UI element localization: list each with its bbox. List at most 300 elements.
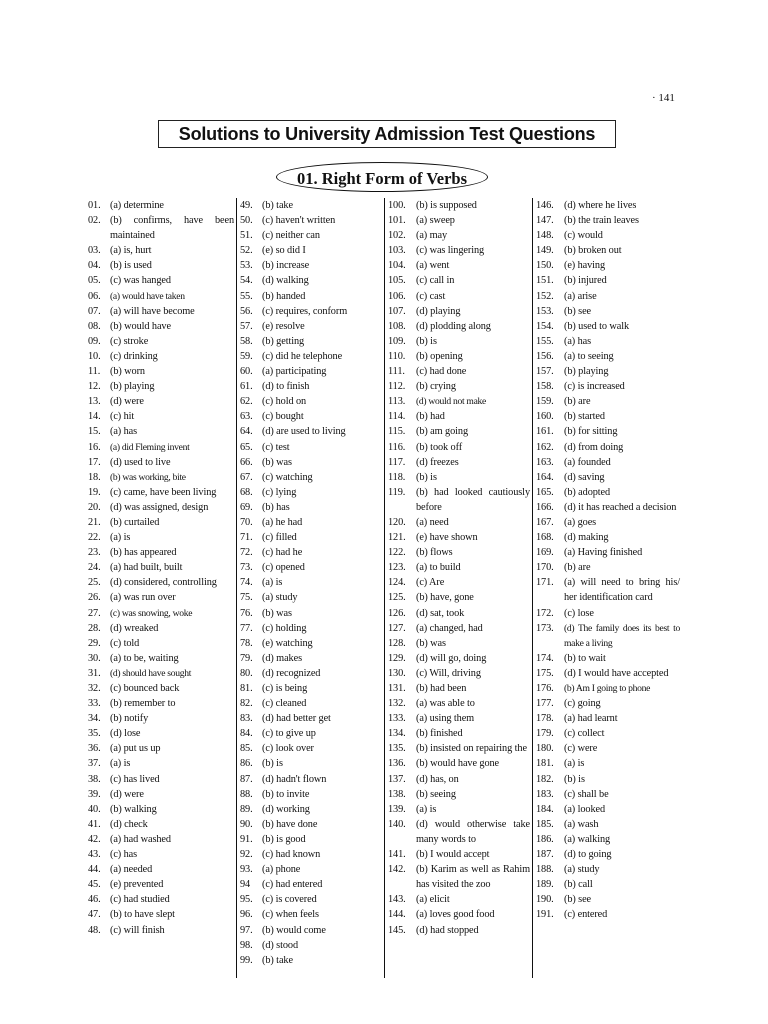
answer-item (388, 334, 530, 349)
answer-text: (b) injured (564, 275, 607, 287)
answer-item (388, 213, 530, 228)
answer-item (536, 772, 680, 787)
answer-item (88, 741, 234, 756)
answer-item (388, 621, 530, 636)
answer-item (388, 907, 530, 922)
answer-number: 163. (536, 456, 554, 468)
answer-item (388, 756, 530, 771)
answer-text: (c) Are (416, 577, 445, 589)
answer-text: (c) is increased (564, 381, 625, 393)
answer-number: 181. (536, 758, 554, 770)
answer-item (388, 726, 530, 741)
answer-number: 50. (240, 215, 253, 227)
answer-number: 80. (240, 667, 253, 679)
answer-item (88, 440, 234, 455)
answer-item (388, 349, 530, 364)
answer-number: 120. (388, 516, 406, 528)
answer-item (88, 470, 234, 485)
answer-text: (d) it has reached a decision (564, 501, 677, 513)
answer-number: 24. (88, 562, 101, 574)
answer-number: 83. (240, 713, 253, 725)
answer-text: (c) watching (262, 471, 313, 483)
answer-text: (a) will have become (110, 305, 195, 317)
answer-number: 34. (88, 713, 101, 725)
answer-number: 148. (536, 230, 554, 242)
answer-item (240, 243, 380, 258)
answer-number: 154. (536, 320, 554, 332)
answer-item (240, 258, 380, 273)
answer-text: (a) is (110, 758, 131, 770)
answer-number: 40. (88, 803, 101, 815)
answer-item (88, 243, 234, 258)
answer-text: (b) have, gone (416, 592, 474, 604)
answer-text: (c) requires, conform (262, 305, 348, 317)
answer-item (388, 741, 530, 756)
answer-item (536, 756, 680, 771)
answer-text: (a) sweep (416, 215, 455, 227)
answer-item (240, 832, 380, 847)
answer-text: (d) makes (262, 652, 302, 664)
answer-text: (c) told (110, 637, 140, 649)
answer-text: (d) should have sought (110, 667, 192, 679)
answer-text: (b) Karim as well as Rahim has visited the zoo (416, 864, 530, 891)
answer-number: 85. (240, 743, 253, 755)
answer-number: 02. (88, 215, 101, 227)
answer-number: 18. (88, 471, 101, 483)
answer-item (388, 817, 530, 847)
answer-item (88, 560, 234, 575)
answer-item (388, 198, 530, 213)
answer-number: 94 (240, 879, 251, 891)
answer-text: (b) confirms, have been maintained (110, 215, 234, 242)
answer-number: 145. (388, 924, 406, 936)
answer-item (88, 923, 234, 938)
answer-text: (b) to wait (564, 652, 606, 664)
answer-item (240, 711, 380, 726)
answer-number: 139. (388, 803, 406, 815)
answer-number: 25. (88, 577, 101, 589)
answer-number: 76. (240, 607, 253, 619)
answer-text: (a) is (110, 532, 131, 544)
answer-item (536, 530, 680, 545)
answer-number: 178. (536, 713, 554, 725)
answer-item (240, 606, 380, 621)
answer-text: (a) was able to (416, 698, 475, 710)
answer-number: 168. (536, 532, 554, 544)
answer-item (88, 892, 234, 907)
answer-item (536, 319, 680, 334)
answer-text: (a) he had (262, 516, 303, 528)
answer-item (388, 515, 530, 530)
answer-text: (b) is (262, 758, 283, 770)
answer-item (88, 500, 234, 515)
section-heading-oval (276, 162, 488, 192)
answer-number: 28. (88, 622, 101, 634)
answer-number: 63. (240, 411, 253, 423)
answer-text: (c) cleaned (262, 698, 307, 710)
answer-item (88, 349, 234, 364)
answer-number: 70. (240, 516, 253, 528)
answer-item (388, 258, 530, 273)
answer-text: (a) loves good food (416, 909, 495, 921)
answer-text: (c) to give up (262, 728, 316, 740)
answer-item (536, 817, 680, 832)
answer-item (536, 455, 680, 470)
answer-item (536, 304, 680, 319)
answer-number: 62. (240, 396, 253, 408)
answer-item (536, 711, 680, 726)
answer-item (536, 651, 680, 666)
answer-text: (b) opening (416, 350, 463, 362)
answer-number: 133. (388, 713, 406, 725)
answer-text: (b) was (262, 456, 292, 468)
answer-number: 77. (240, 622, 253, 634)
answer-item (536, 681, 680, 696)
answer-text: (c) opened (262, 562, 305, 574)
answer-number: 19. (88, 486, 101, 498)
answer-number: 03. (88, 245, 101, 257)
answer-item (88, 621, 234, 636)
answer-number: 134. (388, 728, 406, 740)
answer-number: 37. (88, 758, 101, 770)
answer-item (88, 862, 234, 877)
answer-item (240, 349, 380, 364)
answer-text: (c) filled (262, 532, 297, 544)
answer-item (240, 530, 380, 545)
answer-text: (c) lying (262, 486, 297, 498)
answer-item (240, 772, 380, 787)
answer-number: 162. (536, 441, 554, 453)
answer-item (240, 213, 380, 228)
answer-item (388, 455, 530, 470)
answer-item (536, 394, 680, 409)
answer-number: 155. (536, 335, 554, 347)
answer-number: 21. (88, 516, 101, 528)
answer-text: (a) Having finished (564, 547, 643, 559)
answer-number: 61. (240, 381, 253, 393)
answer-item (388, 289, 530, 304)
answer-number: 78. (240, 637, 253, 649)
answer-item (240, 575, 380, 590)
answer-number: 41. (88, 818, 101, 830)
answer-text: (d) I would have accepted (564, 667, 669, 679)
answer-item (88, 394, 234, 409)
answer-text: (c) haven't written (262, 215, 336, 227)
answer-item (388, 394, 530, 409)
answer-number: 79. (240, 652, 253, 664)
answer-item (388, 273, 530, 288)
column-divider (532, 198, 533, 978)
answer-text: (b) was (416, 637, 446, 649)
answer-text: (d) playing (416, 305, 461, 317)
answer-number: 106. (388, 290, 406, 302)
answer-number: 175. (536, 667, 554, 679)
answer-number: 55. (240, 290, 253, 302)
answer-item (240, 741, 380, 756)
answer-item (88, 726, 234, 741)
answer-number: 160. (536, 411, 554, 423)
answer-text: (c) collect (564, 728, 605, 740)
answer-text: (a) has (564, 335, 592, 347)
answer-number: 108. (388, 320, 406, 332)
column-divider (236, 198, 237, 978)
answer-item (388, 696, 530, 711)
answer-item (240, 892, 380, 907)
answer-number: 102. (388, 230, 406, 242)
answer-item (240, 485, 380, 500)
answer-text: (b) am going (416, 426, 468, 438)
answer-number: 177. (536, 698, 554, 710)
answer-item (536, 334, 680, 349)
answer-text: (b) is (416, 335, 437, 347)
answer-text: (b) notify (110, 713, 149, 725)
answer-text: (c) drinking (110, 350, 158, 362)
answer-number: 49. (240, 200, 253, 211)
answer-number: 39. (88, 788, 101, 800)
answer-text: (b) finished (416, 728, 463, 740)
answer-text: (c) entered (564, 909, 608, 921)
answer-item (88, 681, 234, 696)
answer-text: (b) handed (262, 290, 306, 302)
answer-text: (b) broken out (564, 245, 622, 257)
answer-text: (b) are (564, 396, 591, 408)
answer-number: 180. (536, 743, 554, 755)
answer-item (536, 485, 680, 500)
answer-item (88, 424, 234, 439)
answer-item (88, 787, 234, 802)
answer-item (388, 575, 530, 590)
answer-number: 93. (240, 864, 253, 876)
answer-text: (d) stood (262, 939, 298, 951)
answer-number: 183. (536, 788, 554, 800)
answer-item (388, 545, 530, 560)
answer-text: (c) came, have been living (110, 486, 217, 498)
answer-text: (c) had done (416, 366, 467, 378)
answer-item (240, 817, 380, 832)
answer-number: 54. (240, 275, 253, 287)
answer-column-1 (88, 198, 234, 938)
answer-text: (d) has, on (416, 773, 459, 785)
answer-number: 26. (88, 592, 101, 604)
answer-text: (d) plodding along (416, 320, 491, 332)
answer-text: (a) wash (564, 818, 599, 830)
answer-item (88, 696, 234, 711)
answer-number: 66. (240, 456, 253, 468)
answer-item (536, 440, 680, 455)
answer-text: (c) was lingering (416, 245, 485, 257)
answer-number: 143. (388, 894, 406, 906)
answer-item (240, 802, 380, 817)
answer-number: 172. (536, 607, 554, 619)
column-divider (384, 198, 385, 978)
answer-item (240, 515, 380, 530)
answer-number: 146. (536, 200, 554, 211)
answer-item (388, 892, 530, 907)
answer-item (388, 560, 530, 575)
answer-text: (b) adopted (564, 486, 611, 498)
answer-item (536, 258, 680, 273)
answer-number: 149. (536, 245, 554, 257)
answer-number: 56. (240, 305, 253, 317)
answer-item (536, 621, 680, 651)
answer-item (536, 289, 680, 304)
answer-item (536, 545, 680, 560)
answer-text: (d) sat, took (416, 607, 465, 619)
answer-number: 119. (388, 486, 406, 498)
answer-item (536, 847, 680, 862)
answer-text: (b) was working, bite (110, 471, 186, 483)
answer-number: 161. (536, 426, 554, 438)
answer-item (388, 228, 530, 243)
answer-text: (d) considered, controlling (110, 577, 217, 589)
answer-text: (d) making (564, 532, 609, 544)
answer-item (536, 273, 680, 288)
answer-item (88, 606, 234, 621)
answer-item (240, 424, 380, 439)
answer-number: 127. (388, 622, 406, 634)
answer-item (536, 560, 680, 575)
answer-text: (c) will finish (110, 924, 165, 936)
answer-text: (d) from doing (564, 441, 624, 453)
answer-number: 74. (240, 577, 253, 589)
answer-text: (b) are (564, 562, 591, 574)
answer-number: 188. (536, 864, 554, 876)
answer-item (536, 696, 680, 711)
answer-text: (a) had built, built (110, 562, 183, 574)
answer-item (536, 500, 680, 515)
answer-item (388, 319, 530, 334)
answer-text: (b) had been (416, 683, 467, 694)
answer-number: 60. (240, 366, 253, 378)
answer-item (88, 379, 234, 394)
answer-item (240, 756, 380, 771)
answer-item (240, 440, 380, 455)
answer-number: 81. (240, 683, 253, 694)
answer-item (240, 787, 380, 802)
answer-item (240, 938, 380, 953)
answer-number: 59. (240, 350, 253, 362)
answer-text: (a) is (564, 758, 585, 770)
answer-number: 185. (536, 818, 554, 830)
answer-text: (c) has lived (110, 773, 160, 785)
answer-number: 17. (88, 456, 101, 468)
answer-number: 128. (388, 637, 406, 649)
answer-item (240, 289, 380, 304)
answer-item (88, 304, 234, 319)
answer-number: 36. (88, 743, 101, 755)
answer-number: 141. (388, 849, 406, 861)
answer-number: 97. (240, 924, 253, 936)
answer-text: (b) insisted on repairing the (416, 743, 527, 755)
answer-item (88, 847, 234, 862)
answer-number: 182. (536, 773, 554, 785)
answer-item (240, 470, 380, 485)
answer-item (388, 787, 530, 802)
answer-text: (d) are used to living (262, 426, 346, 438)
answer-item (536, 892, 680, 907)
answer-item (388, 424, 530, 439)
answer-number: 31. (88, 667, 101, 679)
answer-number: 68. (240, 486, 253, 498)
answer-text: (a) to seeing (564, 350, 614, 362)
answer-number: 123. (388, 562, 406, 574)
answer-number: 58. (240, 335, 253, 347)
answer-item (88, 590, 234, 605)
answer-item (240, 198, 380, 213)
answer-text: (a) study (262, 592, 298, 604)
answer-number: 05. (88, 275, 101, 287)
answer-text: (a) did Fleming invent (110, 441, 190, 453)
answer-text: (b) is (564, 773, 585, 785)
answer-number: 111. (388, 366, 405, 378)
answer-item (240, 696, 380, 711)
answer-number: 89. (240, 803, 253, 815)
answer-number: 44. (88, 864, 101, 876)
answer-text: (b) has appeared (110, 547, 177, 559)
answer-item (88, 575, 234, 590)
answer-text: (c) call in (416, 275, 455, 287)
answer-item (388, 772, 530, 787)
answer-number: 135. (388, 743, 406, 755)
answer-item (88, 756, 234, 771)
answer-item (88, 772, 234, 787)
answer-text: (a) changed, had (416, 622, 483, 634)
answer-text: (d) recognized (262, 667, 321, 679)
answer-number: 105. (388, 275, 406, 287)
answer-item (240, 273, 380, 288)
answer-item (536, 832, 680, 847)
answer-text: (c) neither can (262, 230, 320, 242)
answer-item (388, 606, 530, 621)
answer-text: (b) would have gone (416, 758, 500, 770)
answer-number: 64. (240, 426, 253, 438)
answer-text: (c) bounced back (110, 683, 180, 694)
answer-item (240, 394, 380, 409)
answer-text: (c) had studied (110, 894, 170, 906)
answer-number: 22. (88, 532, 101, 544)
answer-item (240, 379, 380, 394)
answer-text: (b) walking (110, 803, 157, 815)
answer-number: 142. (388, 864, 406, 876)
answer-number: 150. (536, 260, 554, 272)
answer-number: 151. (536, 275, 554, 287)
answer-text: (d) had better get (262, 713, 331, 725)
answer-number: 171. (536, 577, 554, 589)
answer-number: 152. (536, 290, 554, 302)
answer-item (88, 273, 234, 288)
answer-text: (d) to going (564, 849, 612, 861)
answer-text: (a) had learnt (564, 713, 618, 725)
answer-item (536, 364, 680, 379)
answer-text: (b) take (262, 954, 293, 966)
answer-text: (e) prevented (110, 879, 164, 891)
answer-text: (a) needed (110, 864, 153, 876)
answer-text: (c) is covered (262, 894, 317, 906)
answer-number: 43. (88, 849, 101, 861)
answer-text: (a) is (262, 577, 283, 589)
answer-number: 71. (240, 532, 253, 544)
answer-item (88, 409, 234, 424)
answer-text: (d) The family does its best to make a living (564, 622, 680, 649)
answer-text: (b) flows (416, 547, 453, 559)
answer-number: 176. (536, 683, 554, 694)
answer-text: (a) has (110, 426, 138, 438)
answer-item (88, 319, 234, 334)
answer-number: 174. (536, 652, 554, 664)
answer-text: (c) bought (262, 411, 304, 423)
answer-columns (88, 198, 682, 980)
answer-item (240, 953, 380, 968)
